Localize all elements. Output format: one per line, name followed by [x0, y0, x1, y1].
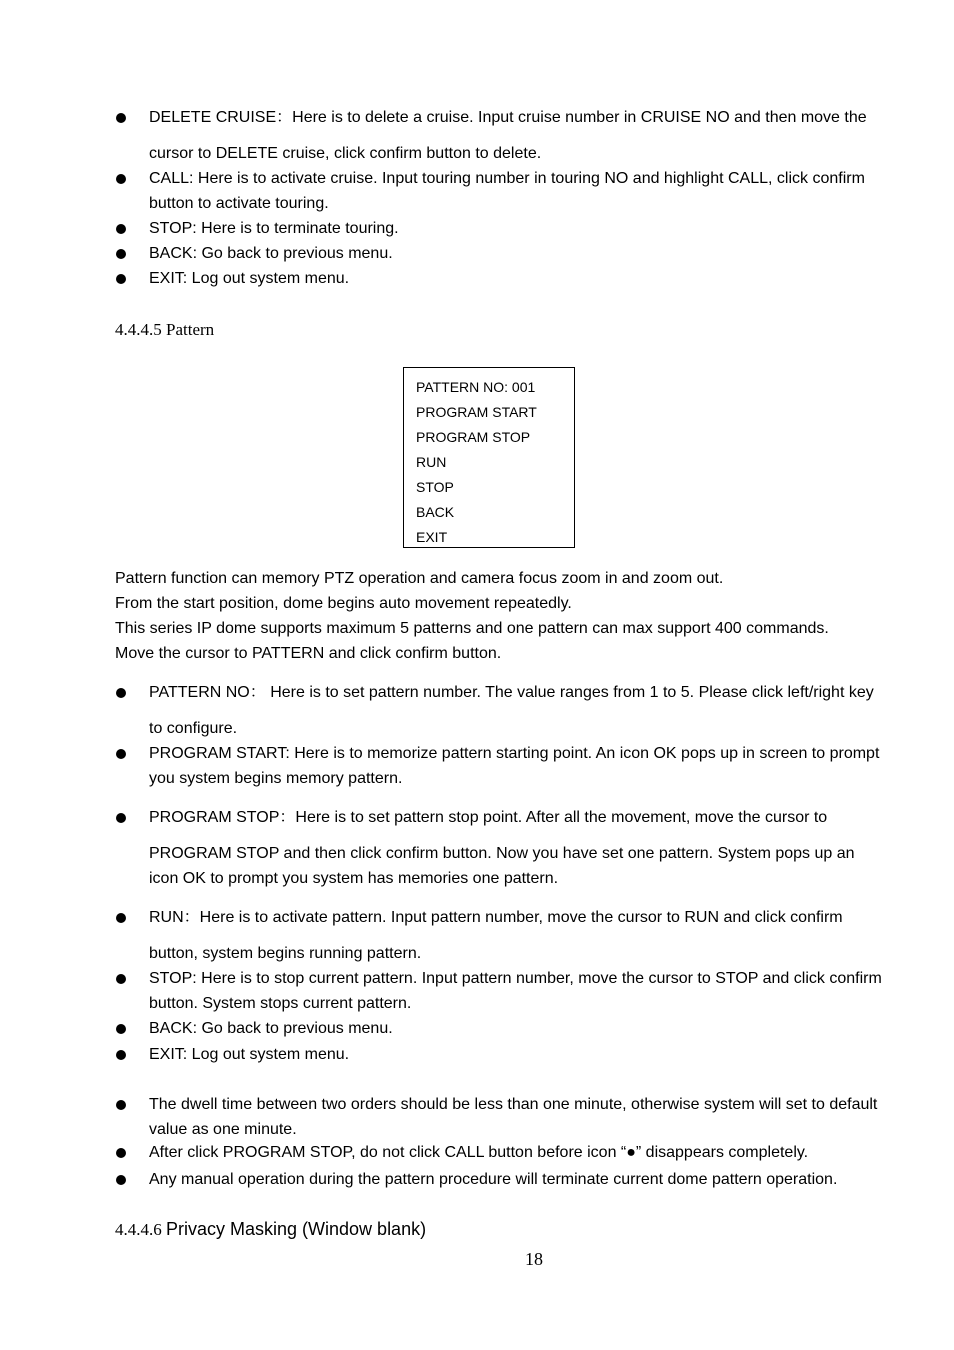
- list-item-text: button, system begins running pattern.: [149, 945, 422, 962]
- bullet-icon: [116, 224, 126, 234]
- bullet-icon: [116, 913, 126, 923]
- section-heading-pattern: 4.4.4.5 Pattern: [115, 320, 215, 339]
- bullet-icon: [116, 749, 126, 759]
- paragraph: Move the cursor to PATTERN and click confirm button.: [115, 645, 502, 662]
- menu-item-stop: STOP: [416, 479, 454, 495]
- bullet-icon: [116, 274, 126, 284]
- list-item-text: STOP: Here is to terminate touring.: [149, 220, 399, 237]
- list-item-text: RUN：Here is to activate pattern. Input pattern number, move the cursor to RUN and click confirm: [149, 909, 843, 926]
- list-item-text: DELETE CRUISE：Here is to delete a cruise. Input cruise number in CRUISE NO and then move the: [149, 109, 867, 126]
- menu-item-program-start: PROGRAM START: [416, 404, 537, 420]
- list-item-text: PROGRAM STOP：Here is to set pattern stop point. After all the movement, move the cursor to: [149, 809, 828, 826]
- menu-item-back: BACK: [416, 504, 455, 520]
- menu-item-run: RUN: [416, 454, 447, 470]
- section-heading-privacy: [115, 1218, 426, 1241]
- list-item-text: to configure.: [149, 720, 238, 737]
- bullet-icon: [116, 688, 126, 698]
- list-item-text: button. System stops current pattern.: [149, 995, 412, 1012]
- list-item-text: Any manual operation during the pattern procedure will terminate current dome pattern operation.: [149, 1171, 838, 1188]
- bullet-icon: [116, 249, 126, 259]
- list-item-text: STOP: Here is to stop current pattern. Input pattern number, move the cursor to STOP and click confirm: [149, 970, 882, 987]
- bullet-icon: [116, 1024, 126, 1034]
- list-item-text: The dwell time between two orders should be less than one minute, otherwise system will set to default: [149, 1096, 878, 1113]
- bullet-icon: [116, 1148, 126, 1158]
- section-number: 4.4.4.6: [115, 1220, 162, 1239]
- menu-item-pattern-no: PATTERN NO: 001: [416, 379, 536, 395]
- section-title: Privacy Masking (Window blank): [166, 1219, 427, 1239]
- list-item-text: PATTERN NO： Here is to set pattern number. The value ranges from 1 to 5. Please click left/right key: [149, 684, 874, 701]
- bullet-icon: [116, 1050, 126, 1060]
- page-number: 18: [525, 1249, 543, 1269]
- list-item-text: you system begins memory pattern.: [149, 770, 403, 787]
- list-item-text: PROGRAM STOP and then click confirm button. Now you have set one pattern. System pops up an: [149, 845, 855, 862]
- list-item-text: cursor to DELETE cruise, click confirm button to delete.: [149, 145, 542, 162]
- list-item-text: After click PROGRAM STOP, do not click CALL button before icon “●” disappears completely.: [149, 1144, 809, 1161]
- list-item-text: EXIT: Log out system menu.: [149, 270, 350, 287]
- bullet-icon: [116, 113, 126, 123]
- menu-item-exit: EXIT: [416, 529, 448, 545]
- list-item-text: value as one minute.: [149, 1121, 297, 1138]
- bullet-icon: [116, 974, 126, 984]
- list-item-text: EXIT: Log out system menu.: [149, 1046, 350, 1063]
- bullet-icon: [116, 174, 126, 184]
- paragraph: From the start position, dome begins auto movement repeatedly.: [115, 595, 572, 612]
- list-item-text: BACK: Go back to previous menu.: [149, 1020, 393, 1037]
- list-item-text: icon OK to prompt you system has memories one pattern.: [149, 870, 559, 887]
- menu-item-program-stop: PROGRAM STOP: [416, 429, 531, 445]
- pattern-menu-box: [403, 367, 575, 548]
- paragraph: Pattern function can memory PTZ operation and camera focus zoom in and zoom out.: [115, 570, 724, 587]
- list-item-text: PROGRAM START: Here is to memorize pattern starting point. An icon OK pops up in screen to prompt: [149, 745, 880, 762]
- bullet-icon: [116, 1175, 126, 1185]
- paragraph: This series IP dome supports maximum 5 patterns and one pattern can max support 400 commands.: [115, 620, 829, 637]
- list-item-text: button to activate touring.: [149, 195, 329, 212]
- bullet-icon: [116, 813, 126, 823]
- list-item-text: BACK: Go back to previous menu.: [149, 245, 393, 262]
- list-item-text: CALL: Here is to activate cruise. Input touring number in touring NO and highlight CALL, click confirm: [149, 170, 865, 187]
- bullet-icon: [116, 1100, 126, 1110]
